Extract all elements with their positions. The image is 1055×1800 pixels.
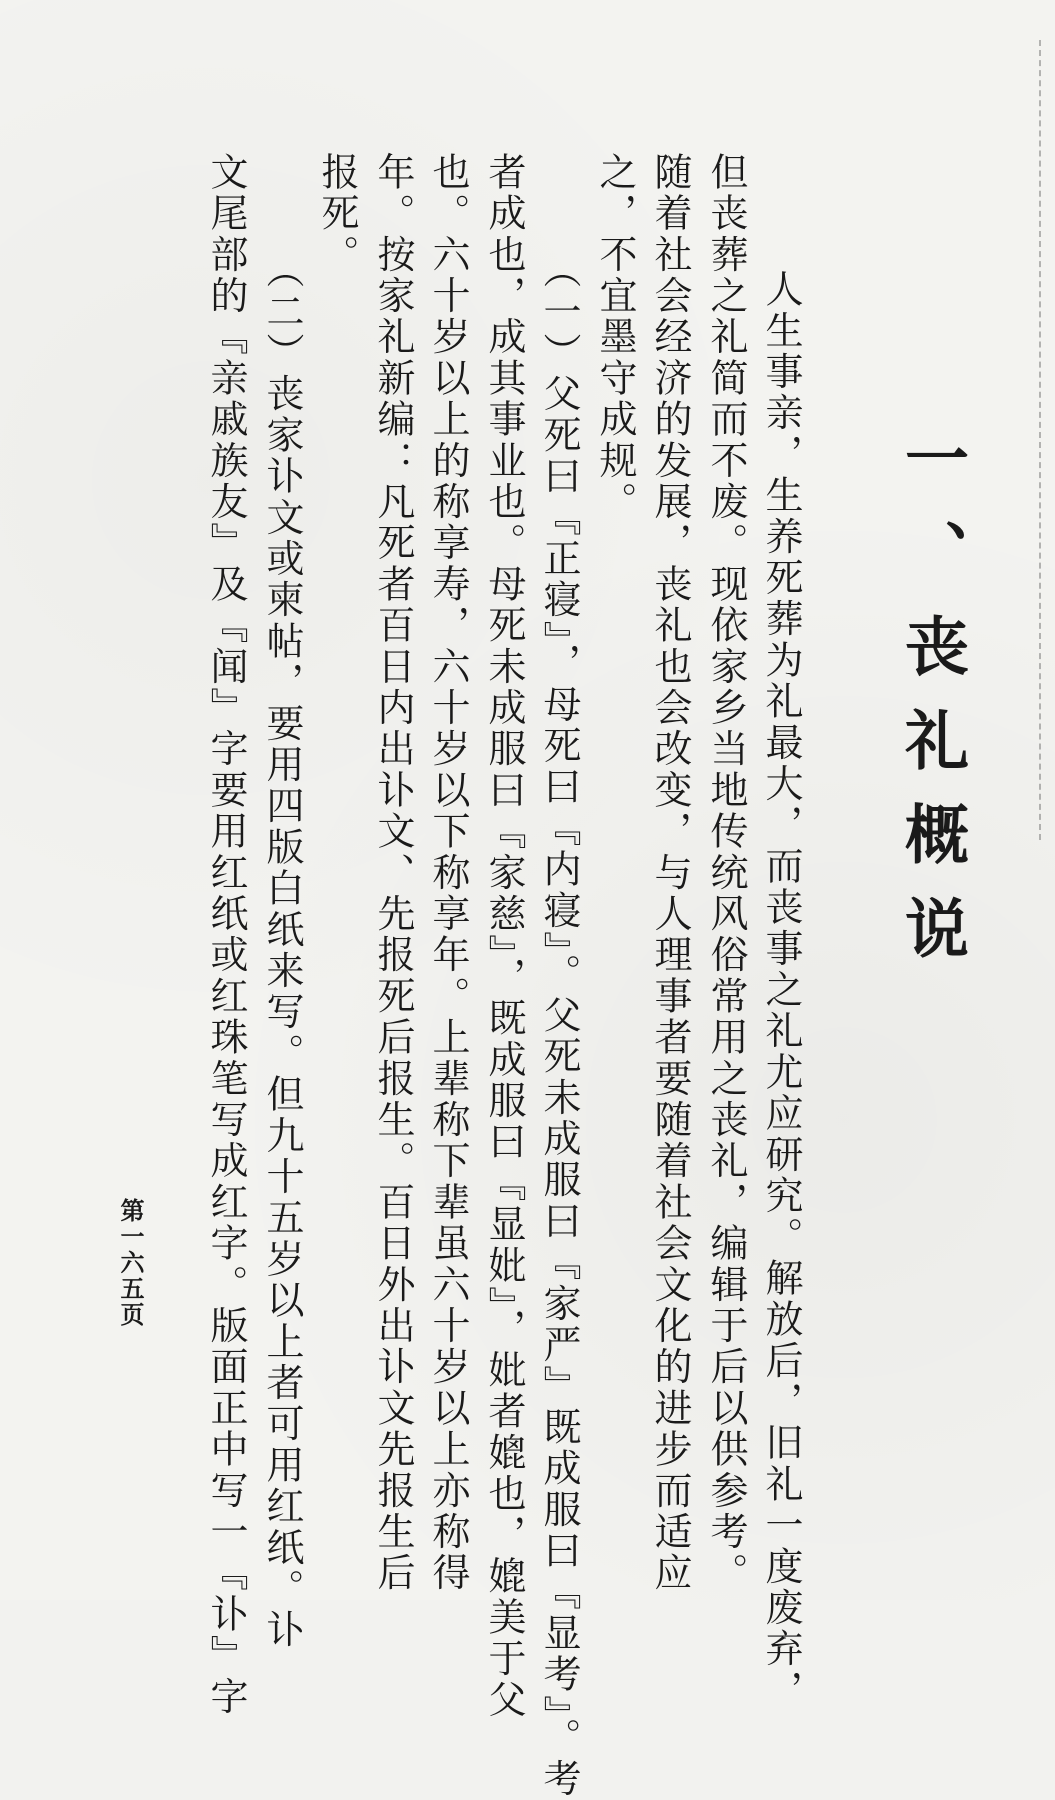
text-column-10: （二）丧家讣文或柬帖，要用四版白纸来写。但九十五岁以上者可用红纸。讣 <box>260 228 304 1651</box>
text-column-7: 也。六十岁以上的称享寿，六十岁以下称享年。上辈称下辈虽六十岁以上亦称得 <box>426 152 470 1594</box>
text-column-5: （一）父死曰『正寝』，母死曰『内寝』。父死未成服曰『家严』既成服曰『显考』。考 <box>537 228 581 1800</box>
text-column-1: 人生事亲，生养死葬为礼最大，而丧事之礼尤应研究。解放后，旧礼一度废弃， <box>759 228 803 1712</box>
text-column-3: 随着社会经济的发展，丧礼也会改变，与人理事者要随着社会文化的进步而适应 <box>648 152 692 1594</box>
text-column-11: 文尾部的『亲戚族友』及『闻』字要用红纸或红珠笔写成红字。版面正中写一『讣』字 <box>204 152 248 1718</box>
text-column-9: 报死。 <box>315 152 359 276</box>
text-column-2: 但丧葬之礼简而不废。现依家乡当地传统风俗常用之丧礼，编辑于后以供参考。 <box>704 152 748 1594</box>
text-column-6: 者成也，成其事业也。母死未成服曰『家慈』，既成服曰『显妣』，妣者媲也，媲美于父 <box>482 152 526 1721</box>
text-column-8: 年。按家礼新编：凡死者百日内出讣文、先报死后报生。百日外出讣文先报生后 <box>371 152 415 1594</box>
text-column-4: 之，不宜墨守成规。 <box>593 152 637 523</box>
page-number: 第一六五页 <box>116 1198 145 1328</box>
section-title: 一、丧礼概说 <box>894 425 969 989</box>
page-edge-mark <box>1039 40 1055 840</box>
